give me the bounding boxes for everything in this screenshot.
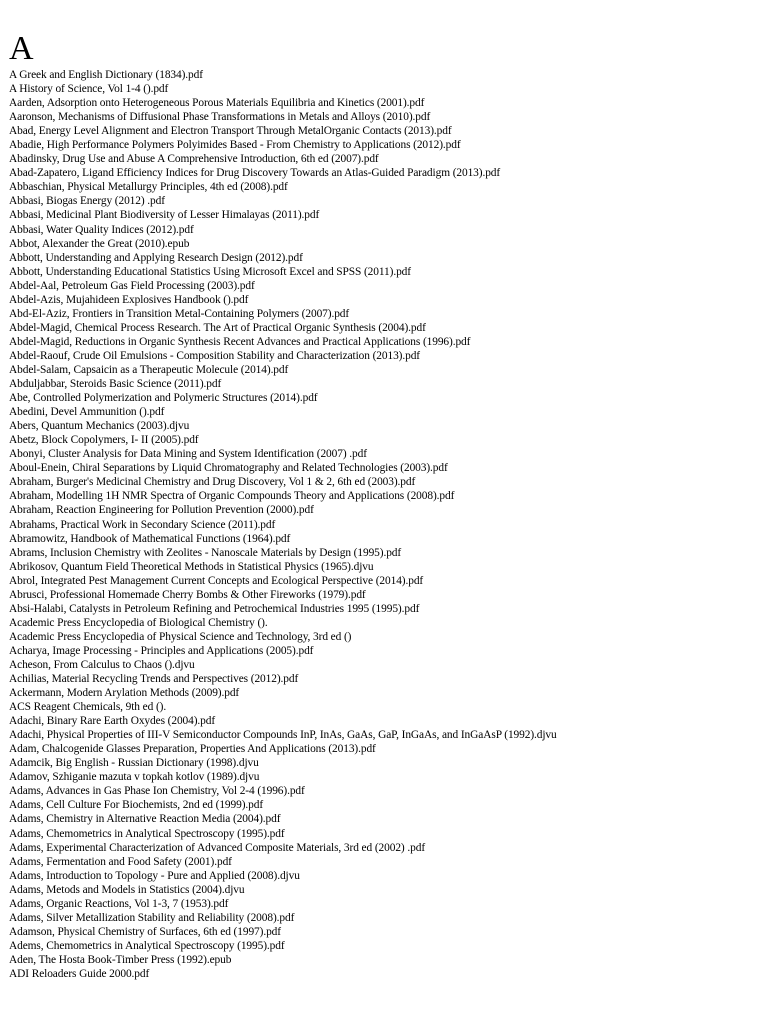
file-list-item: Adems, Chemometrics in Analytical Spectroscopy (1995).pdf <box>9 939 285 952</box>
file-list-item: Adams, Fermentation and Food Safety (2001).pdf <box>9 855 232 868</box>
file-list-item: Abbot, Alexander the Great (2010).epub <box>9 237 190 250</box>
file-list-item: Abbaschian, Physical Metallurgy Principles, 4th ed (2008).pdf <box>9 181 288 194</box>
file-list-item: Adams, Organic Reactions, Vol 1-3, 7 (1953).pdf <box>9 897 229 910</box>
file-list-item: Adams, Chemometrics in Analytical Spectroscopy (1995).pdf <box>9 827 285 840</box>
file-list-item: Abrol, Integrated Pest Management Current Concepts and Ecological Perspective (2014).pdf <box>9 574 424 587</box>
file-list-item: Abdel-Raouf, Crude Oil Emulsions - Composition Stability and Characterization (2013).pdf <box>9 349 421 362</box>
file-list-item: Abadinsky, Drug Use and Abuse A Comprehensive Introduction, 6th ed (2007).pdf <box>9 153 379 166</box>
file-list-item: Abdel-Aal, Petroleum Gas Field Processing (2003).pdf <box>9 279 255 292</box>
file-list-item: Achilias, Material Recycling Trends and Perspectives (2012).pdf <box>9 673 299 686</box>
file-list-item: Academic Press Encyclopedia of Biological Chemistry (). <box>9 616 268 629</box>
file-list-item: Abad, Energy Level Alignment and Electron Transport Through MetalOrganic Contacts (2013).pdf <box>9 125 452 138</box>
file-list-item: Adams, Metods and Models in Statistics (2004).djvu <box>9 883 245 896</box>
file-list-item: A Greek and English Dictionary (1834).pdf <box>9 69 203 81</box>
file-list-item: A History of Science, Vol 1-4 ().pdf <box>9 83 169 96</box>
file-list-item: Abetz, Block Copolymers, I- II (2005).pdf <box>9 434 199 447</box>
file-list-item: Adams, Cell Culture For Biochemists, 2nd ed (1999).pdf <box>9 799 264 812</box>
file-list-item: Ackermann, Modern Arylation Methods (2009).pdf <box>9 687 240 700</box>
file-list-item: Aboul-Enein, Chiral Separations by Liquid Chromatography and Related Technologies (2003).pdf <box>9 462 448 475</box>
file-list-item: Adams, Experimental Characterization of Advanced Composite Materials, 3rd ed (2002) .pdf <box>9 841 426 854</box>
file-list-item: Abedini, Devel Ammunition ().pdf <box>9 406 165 419</box>
file-list-item: Acharya, Image Processing - Principles and Applications (2005).pdf <box>9 644 314 657</box>
file-list-item: Adams, Advances in Gas Phase Ion Chemistry, Vol 2-4 (1996).pdf <box>9 785 305 798</box>
file-list-item: Abe, Controlled Polymerization and Polymeric Structures (2014).pdf <box>9 392 318 405</box>
file-list-item: Abrahams, Practical Work in Secondary Science (2011).pdf <box>9 518 276 531</box>
file-list-item: Abdel-Azis, Mujahideen Explosives Handbook ().pdf <box>9 293 249 306</box>
file-list-item: Adams, Introduction to Topology - Pure and Applied (2008).djvu <box>9 869 300 882</box>
file-list-item: Abbott, Understanding Educational Statistics Using Microsoft Excel and SPSS (2011).pdf <box>9 265 411 278</box>
file-list-item: Acheson, From Calculus to Chaos ().djvu <box>9 658 195 671</box>
file-list-item: Aarden, Adsorption onto Heterogeneous Porous Materials Equilibria and Kinetics (2001).pdf <box>9 97 425 110</box>
file-list <box>9 68 759 981</box>
file-list-item: Abers, Quantum Mechanics (2003).djvu <box>9 420 190 433</box>
file-list-item: Abrikosov, Quantum Field Theoretical Methods in Statistical Physics (1965).djvu <box>9 560 374 573</box>
section-letter-heading: A <box>9 30 34 67</box>
file-list-item: Abdel-Salam, Capsaicin as a Therapeutic Molecule (2014).pdf <box>9 363 289 376</box>
file-list-item: Abadie, High Performance Polymers Polyimides Based - From Chemistry to Applications (2012).pdf <box>9 139 461 152</box>
file-list-item: Aden, The Hosta Book-Timber Press (1992).epub <box>9 953 232 966</box>
file-list-item: ACS Reagent Chemicals, 9th ed (). <box>9 701 167 714</box>
file-list-item: Adams, Chemistry in Alternative Reaction Media (2004).pdf <box>9 813 281 826</box>
file-list-item: ADI Reloaders Guide 2000.pdf <box>9 968 150 980</box>
file-list-item: Abduljabbar, Steroids Basic Science (2011).pdf <box>9 378 222 391</box>
file-list-item: Adamcik, Big English - Russian Dictionary (1998).djvu <box>9 757 259 770</box>
file-list-item: Abbasi, Medicinal Plant Biodiversity of Lesser Himalayas (2011).pdf <box>9 209 320 222</box>
file-list-item: Abraham, Modelling 1H NMR Spectra of Organic Compounds Theory and Applications (2008).pdf <box>9 490 455 503</box>
file-list-item: Abbasi, Water Quality Indices (2012).pdf <box>9 223 194 236</box>
file-list-item: Aaronson, Mechanisms of Diffusional Phase Transformations in Metals and Alloys (2010).pdf <box>9 111 431 124</box>
file-list-item: Abraham, Burger's Medicinal Chemistry and Drug Discovery, Vol 1 & 2, 6th ed (2003).pdf <box>9 476 416 489</box>
document-page <box>9 31 759 981</box>
file-list-item: Adamov, Szhiganie mazuta v topkah kotlov (1989).djvu <box>9 771 260 784</box>
file-list-item: Academic Press Encyclopedia of Physical Science and Technology, 3rd ed () <box>9 630 352 643</box>
file-list-item: Abrusci, Professional Homemade Cherry Bombs & Other Fireworks (1979).pdf <box>9 588 366 601</box>
file-list-item: Abdel-Magid, Reductions in Organic Synthesis Recent Advances and Practical Applications (1996).pdf <box>9 335 471 348</box>
file-list-item: Adachi, Physical Properties of III-V Semiconductor Compounds InP, InAs, GaAs, GaP, InGaAs, and InGaAsP (1992).djvu <box>9 729 557 742</box>
file-list-item: Adachi, Binary Rare Earth Oxydes (2004).pdf <box>9 715 216 728</box>
file-list-item: Adam, Chalcogenide Glasses Preparation, Properties And Applications (2013).pdf <box>9 743 376 756</box>
file-list-item: Abbott, Understanding and Applying Research Design (2012).pdf <box>9 251 303 264</box>
file-list-item: Absi-Halabi, Catalysts in Petroleum Refining and Petrochemical Industries 1995 (1995).pdf <box>9 602 420 615</box>
file-list-item: Abrams, Inclusion Chemistry with Zeolites - Nanoscale Materials by Design (1995).pdf <box>9 546 402 559</box>
file-list-item: Abdel-Magid, Chemical Process Research. The Art of Practical Organic Synthesis (2004).pdf <box>9 321 426 334</box>
file-list-item: Adams, Silver Metallization Stability and Reliability (2008).pdf <box>9 911 295 924</box>
file-list-item: Abbasi, Biogas Energy (2012) .pdf <box>9 195 165 208</box>
file-list-item: Abonyi, Cluster Analysis for Data Mining and System Identification (2007) .pdf <box>9 448 367 461</box>
file-list-item: Abad-Zapatero, Ligand Efficiency Indices for Drug Discovery Towards an Atlas-Guided Paradigm (2013).pdf <box>9 167 501 180</box>
file-list-item: Abraham, Reaction Engineering for Pollution Prevention (2000).pdf <box>9 504 314 517</box>
file-list-item: Abd-El-Aziz, Frontiers in Transition Metal-Containing Polymers (2007).pdf <box>9 307 350 320</box>
file-list-item: Abramowitz, Handbook of Mathematical Functions (1964).pdf <box>9 532 291 545</box>
file-list-item: Adamson, Physical Chemistry of Surfaces, 6th ed (1997).pdf <box>9 925 281 938</box>
